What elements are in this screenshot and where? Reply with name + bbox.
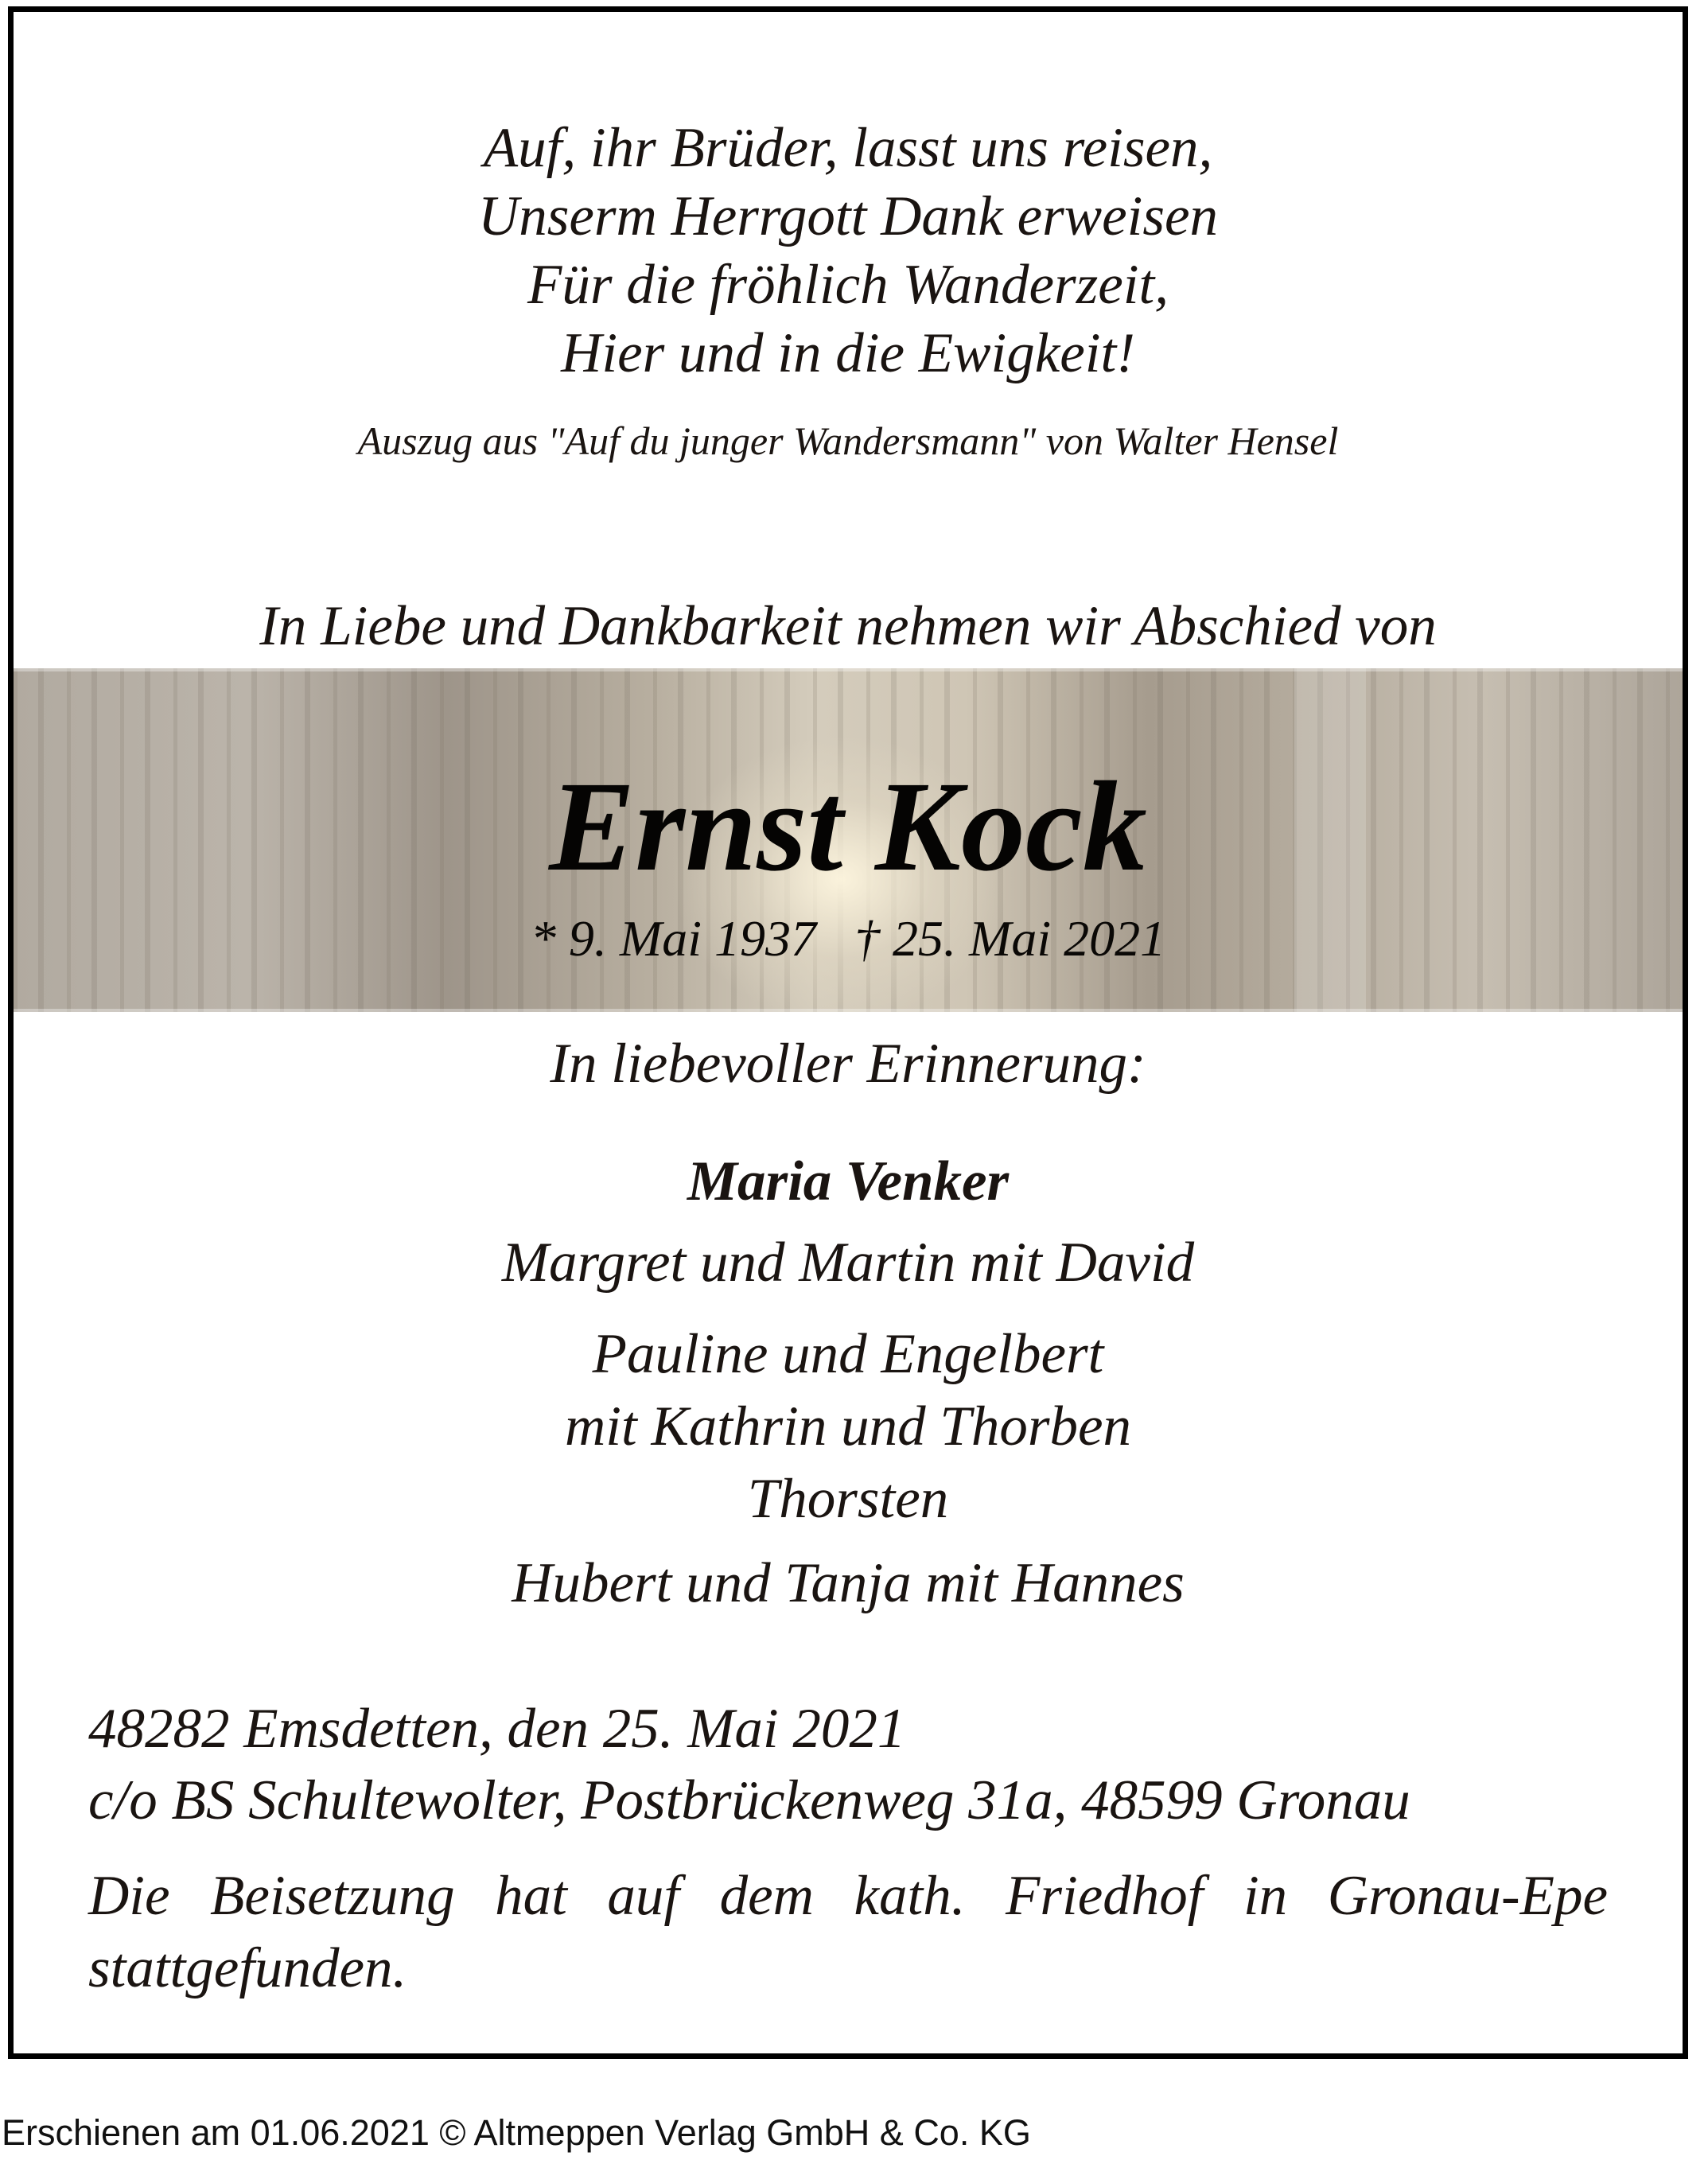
mourner-line: mit Kathrin und Thorben <box>564 1395 1132 1458</box>
mourner-line: Thorsten <box>747 1468 949 1530</box>
poem-line: Unserm Herrgott Dank erweisen <box>477 185 1219 247</box>
banner-edge <box>14 668 1683 671</box>
deceased-name: Ernst Kock <box>549 756 1147 898</box>
life-dates: * 9. Mai 1937 † 25. Mai 2021 <box>530 910 1166 967</box>
poem-source: Auszug aus "Auf du junger Wandersmann" von Walter Hensel <box>357 418 1339 463</box>
farewell-intro: In Liebe und Dankbarkeit nehmen wir Abschied von <box>259 595 1437 657</box>
banner-edge <box>14 1009 1683 1012</box>
burial-note: Die Beisetzung hat auf dem kath. Friedhof in Gronau-Epe stattgefunden. <box>88 1865 1608 1999</box>
mourner-group <box>14 1318 1683 1535</box>
forest-path-photo <box>14 668 1683 1012</box>
poem-line: Auf, ihr Brüder, lasst uns reisen, <box>483 117 1213 179</box>
obituary-notice <box>8 6 1688 2059</box>
mourner-group: Hubert und Tanja mit Hannes <box>512 1552 1185 1614</box>
mourner-group: Margret und Martin mit David <box>501 1232 1195 1294</box>
publication-footer: Erschienen am 01.06.2021 © Altmeppen Verlag GmbH & Co. KG <box>2 2112 1031 2153</box>
mourner-line: Pauline und Engelbert <box>592 1323 1104 1385</box>
poem-line: Hier und in die Ewigkeit! <box>561 322 1135 384</box>
contact-address: c/o BS Schultewolter, Postbrückenweg 31a, 48599 Gronau <box>88 1769 1410 1831</box>
poem <box>14 114 1683 387</box>
mourner-primary: Maria Venker <box>687 1150 1010 1212</box>
place-date: 48282 Emsdetten, den 25. Mai 2021 <box>88 1698 906 1760</box>
poem-line: Für die fröhlich Wanderzeit, <box>527 254 1169 316</box>
memory-heading: In liebevoller Erinnerung: <box>550 1033 1146 1095</box>
